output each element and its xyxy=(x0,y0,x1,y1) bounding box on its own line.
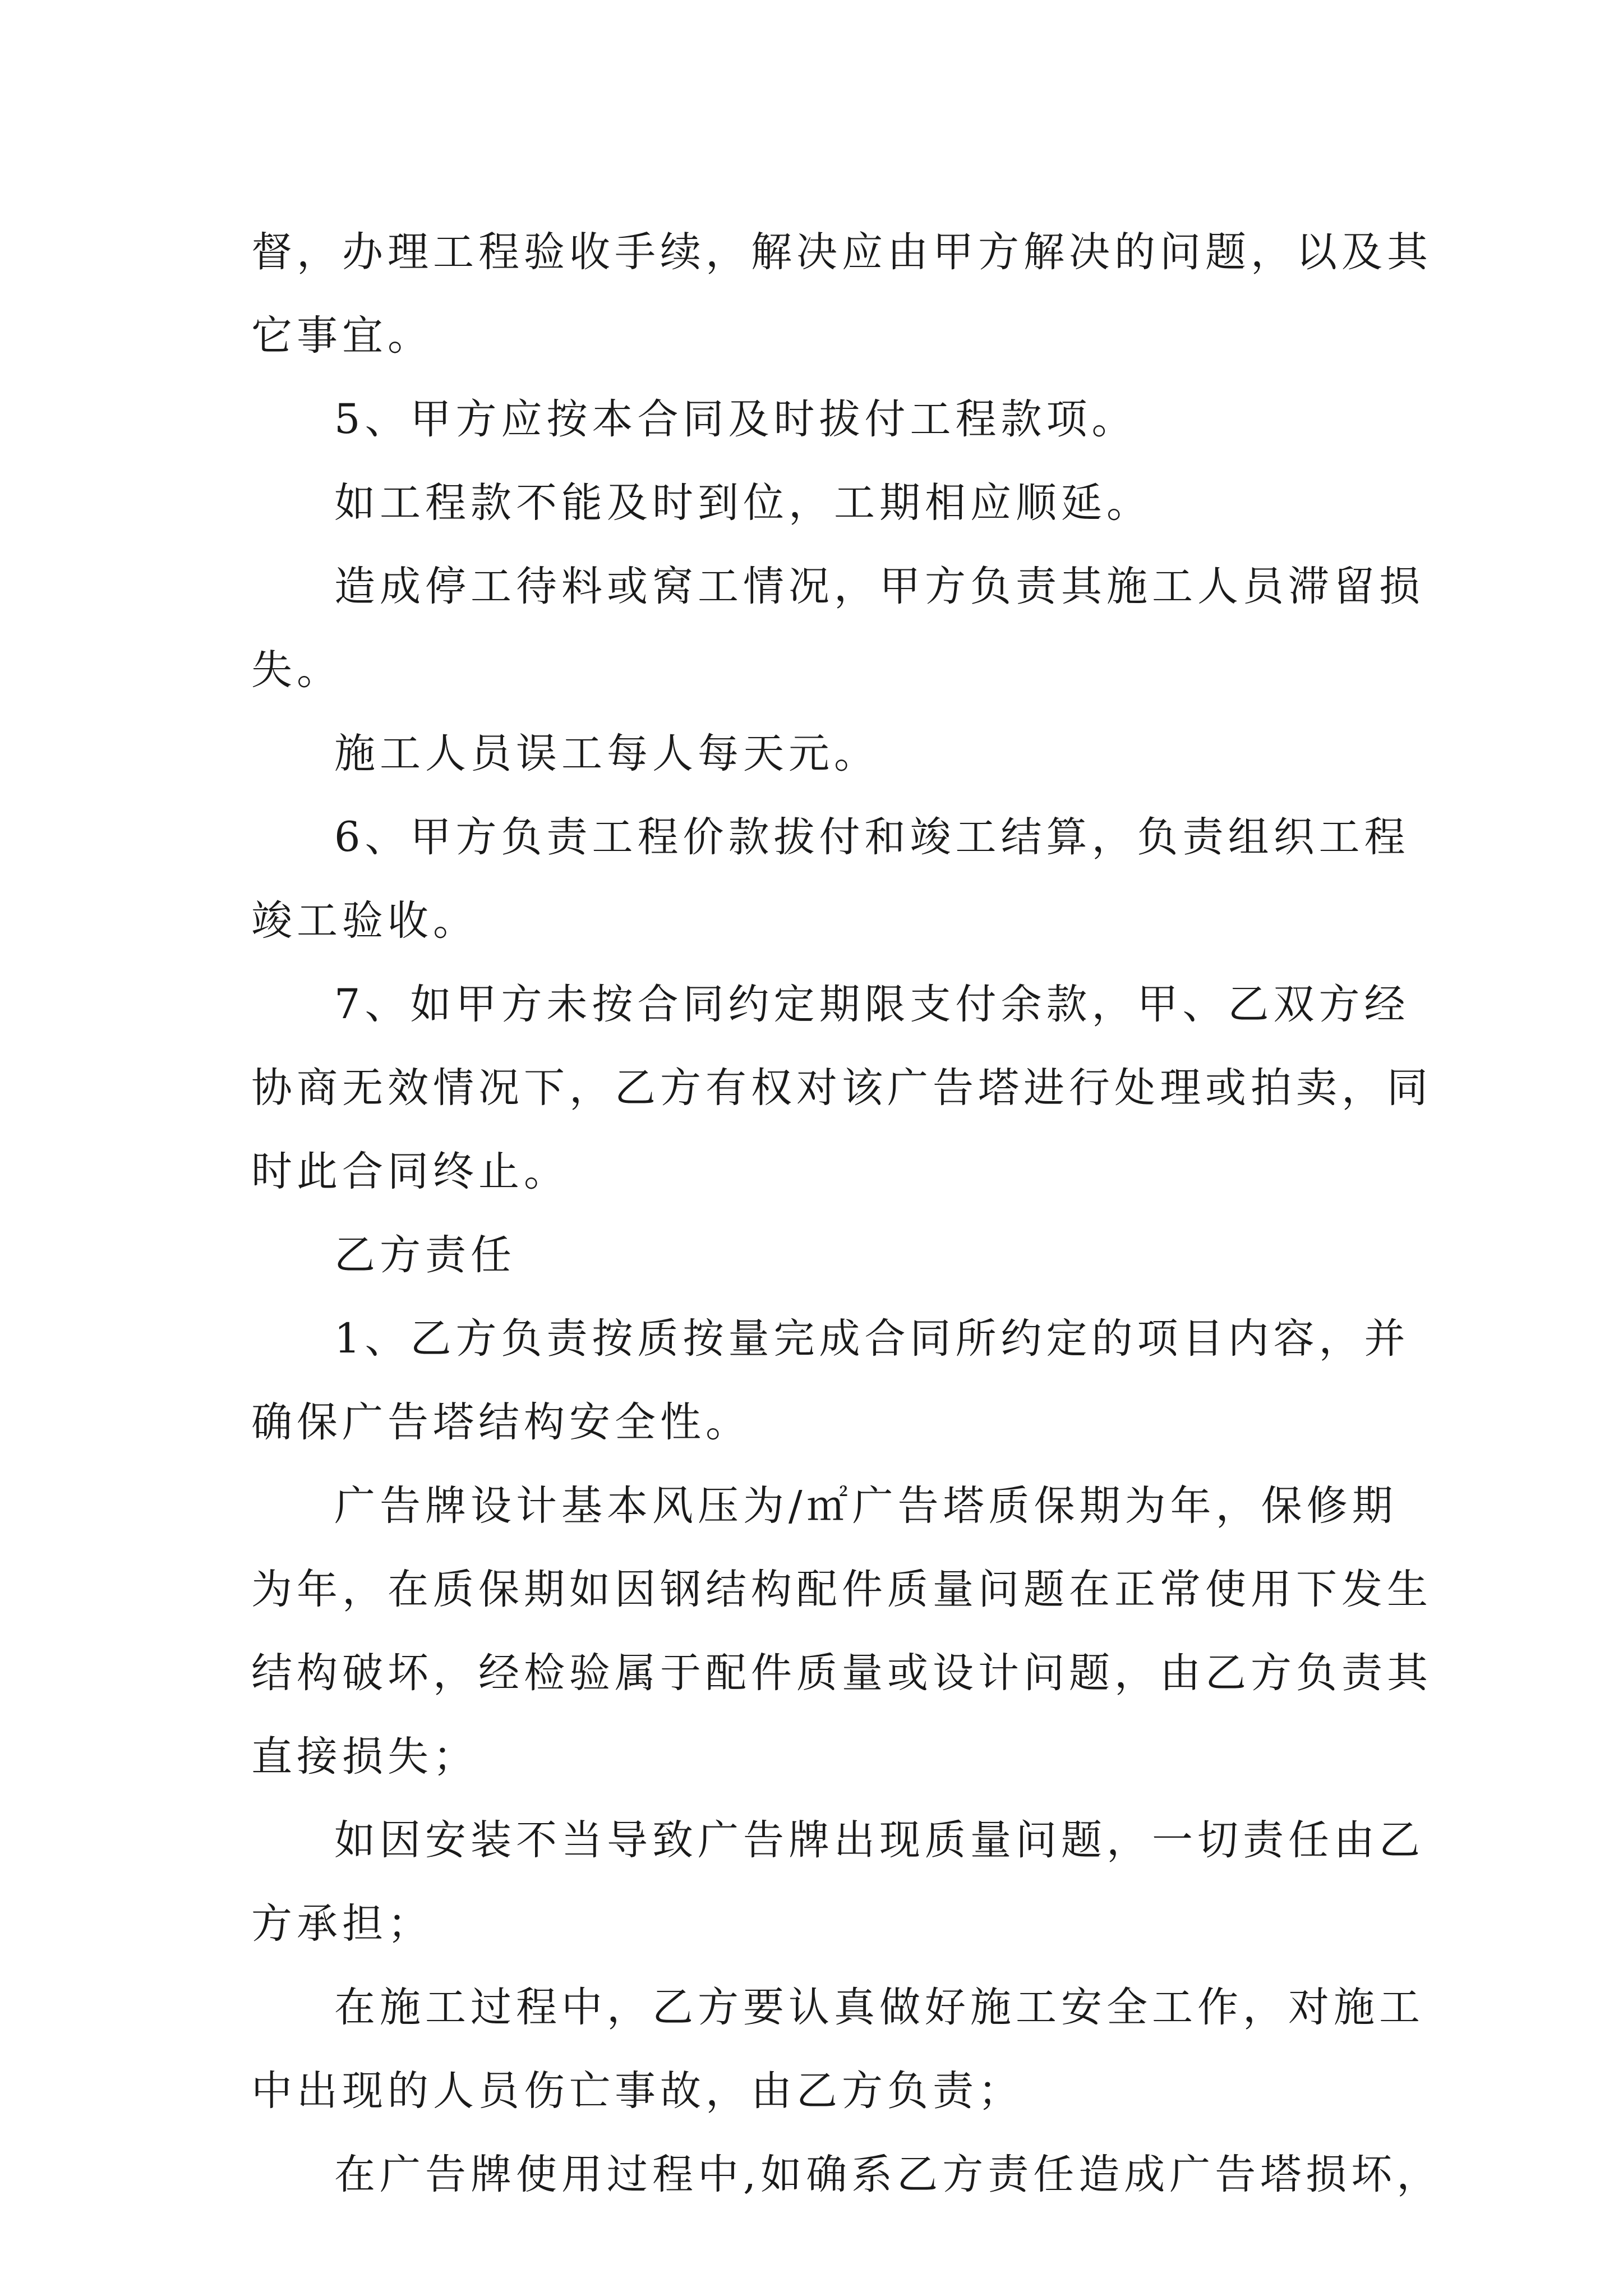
text-line: 为年，在质保期如因钢结构配件质量问题在正常使用下发生 xyxy=(251,1566,1432,1613)
text-line: 7、如甲方未按合同约定期限支付余款，甲、乙双方经 xyxy=(334,981,1410,1028)
text-line: 6、甲方负责工程价款拔付和竣工结算，负责组织工程 xyxy=(334,813,1410,861)
text-line: 在施工过程中，乙方要认真做好施工安全工作，对施工 xyxy=(334,1984,1424,2031)
text-line: 协商无效情况下，乙方有权对该广告塔进行处理或拍卖，同 xyxy=(251,1064,1432,1112)
text-line: 确保广告塔结构安全性。 xyxy=(251,1398,751,1446)
text-line: 结构破坏，经检验属于配件质量或设计问题，由乙方负责其 xyxy=(251,1649,1432,1697)
text-line: 在广告牌使用过程中,如确系乙方责任造成广告塔损坏， xyxy=(334,2151,1442,2198)
section-heading: 乙方责任 xyxy=(334,1231,516,1279)
text-line: 如因安装不当导致广告牌出现质量问题，一切责任由乙 xyxy=(334,1816,1424,1864)
text-line: 广告牌设计基本风压为/㎡广告塔质保期为年，保修期 xyxy=(334,1482,1398,1530)
text-line: 施工人员误工每人每天元。 xyxy=(334,730,879,777)
text-line: 1、乙方负责按质按量完成合同所约定的项目内容，并 xyxy=(334,1315,1410,1363)
text-line: 5、甲方应按本合同及时拔付工程款项。 xyxy=(334,395,1137,443)
text-line: 中出现的人员伤亡事故，由乙方负责； xyxy=(251,2067,1023,2115)
text-line: 方承担； xyxy=(251,1900,433,1948)
text-line: 它事宜。 xyxy=(251,312,433,360)
contract-body-text xyxy=(251,210,1442,2216)
text-line: 造成停工待料或窝工情况，甲方负责其施工人员滞留损 xyxy=(334,563,1424,610)
text-line: 时此合同终止。 xyxy=(251,1148,569,1195)
text-line: 直接损失； xyxy=(251,1733,478,1780)
text-line: 竣工验收。 xyxy=(251,897,478,945)
text-line: 如工程款不能及时到位，工期相应顺延。 xyxy=(334,479,1152,527)
text-line: 督，办理工程验收手续，解决应由甲方解决的问题，以及其 xyxy=(251,228,1432,276)
text-line: 失。 xyxy=(251,646,342,694)
